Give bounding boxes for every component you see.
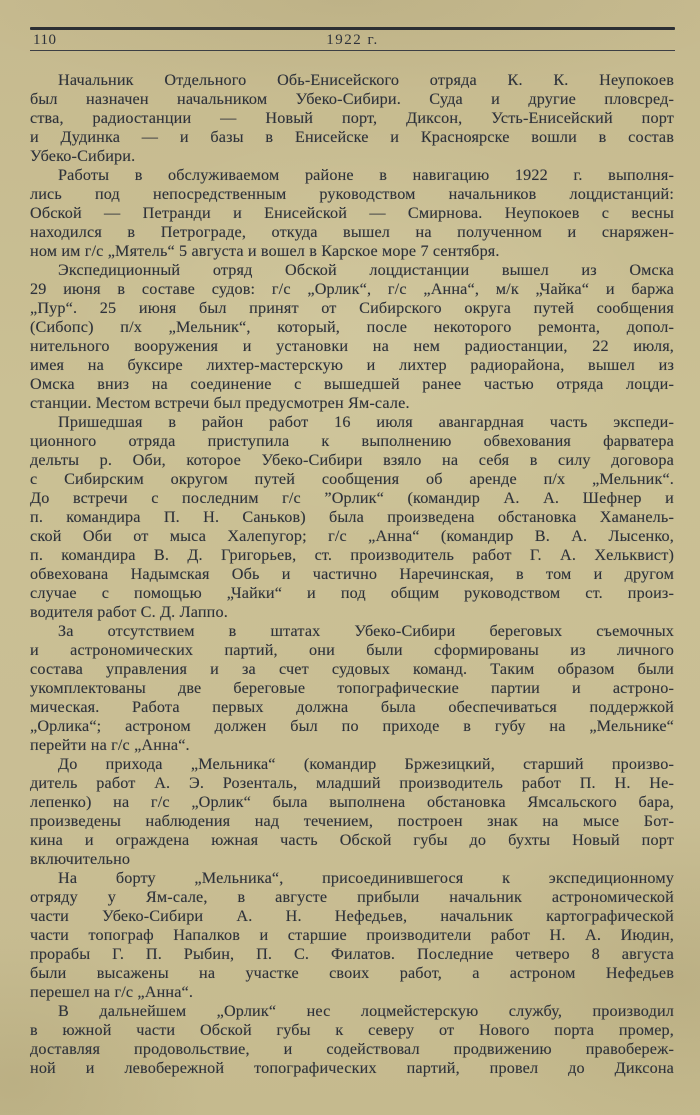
text-line: станции. Местом встречи был предусмотрен Ям-сале. [30, 394, 410, 412]
text-line: включительно [30, 850, 131, 868]
text-line: доставляя продовольствие, и содействовал продвижению правобереж- [30, 1040, 674, 1058]
text-line: „Пур“. 25 июня был принят от Сибирского округа путей сообщения [30, 299, 674, 317]
text-line: находился в Петрограде, откуда вышел на полученном и снаряжен- [30, 223, 674, 241]
text-line: с Сибирским округом путей сообщения об аренде п/х „Мельник“. [30, 470, 674, 488]
text-line: и астрономических партий, они были сформированы из личного [30, 641, 674, 659]
header-rule-thin [30, 50, 675, 51]
text-line: кина и ограждена южная часть Обской губы до бухты Новый порт [30, 831, 674, 849]
text-line: (Сибопс) п/х „Мельник“, который, после некоторого ремонта, допол- [30, 318, 674, 336]
header-rule-thick [30, 27, 675, 30]
text-line: перейти на г/с „Анна“. [30, 736, 190, 754]
text-line: лись под непосредственным руководством начальников лоцдистанций: [30, 185, 674, 203]
page-number: 110 [33, 32, 57, 48]
text-line: и Дудинка — и базы в Енисейске и Красноярске вошли в состав [30, 128, 674, 146]
text-line: был назначен начальником Убеко-Сибири. Суда и другие пловсред- [30, 90, 674, 108]
text-line: ства, радиостанции — Новый порт, Диксон, Усть-Енисейский порт [30, 109, 674, 127]
text-line: п. командира П. Н. Саньков) была произведена обстановка Хаманель- [30, 508, 674, 526]
text-line: „Орлика“; астроном должен был по приходе в губу на „Мельнике“ [30, 717, 674, 735]
text-line: перешел на г/с „Анна“. [30, 983, 194, 1001]
text-line: имея на буксире лихтер-мастерскую и лихтер радиорайона, вышел из [30, 356, 674, 374]
text-line: Убеко-Сибири. [30, 147, 136, 165]
text-line: ном им г/с „Мятель“ 5 августа и вошел в Карское море 7 сентября. [30, 242, 500, 260]
text-line: п. командира В. Д. Григорьев, ст. производитель работ Г. А. Хельквист) [30, 546, 674, 564]
text-line: прорабы Г. П. Рыбин, П. С. Филатов. Последние четверо 8 августа [30, 945, 674, 963]
text-line: случае с помощью „Чайки“ и под общим руководством ст. произ- [30, 584, 674, 602]
text-line: части топограф Напалков и старшие производители работ Н. А. Июдин, [30, 926, 674, 944]
text-line: водителя работ С. Д. Лаппо. [30, 603, 228, 621]
text-line: До прихода „Мельника“ (командир Бржезицкий, старший произво- [58, 755, 674, 773]
text-line: Пришедшая в район работ 16 июля авангардная часть экспеди- [58, 413, 674, 431]
text-line: дитель работ А. Э. Розенталь, младший производитель работ П. Н. Не- [30, 774, 674, 792]
text-line: лепенко) на г/с „Орлик“ была выполнена обстановка Ямсальского бара, [30, 793, 674, 811]
text-line: На борту „Мельника“, присоединившегося к экспедиционному [58, 869, 674, 887]
text-line: в южной части Обской губы к северу от Нового порта промер, [30, 1021, 674, 1039]
running-title: 1922 г. [326, 32, 379, 48]
text-line: мическая. Работа первых должна была обеспечиваться поддержкой [30, 698, 674, 716]
text-line: За отсутствием в штатах Убеко-Сибири береговых съемочных [58, 622, 674, 640]
text-line: ской Оби от мыса Халепугор; г/с „Анна“ (командир В. А. Лысенко, [30, 527, 674, 545]
text-line: Экспедиционный отряд Обской лоцдистанции вышел из Омска [58, 261, 674, 279]
text-line: отряду у Ям-сале, в августе прибыли начальник астрономической [30, 888, 674, 906]
text-line: части Убеко-Сибири А. Н. Нефедьев, начальник картографической [30, 907, 674, 925]
text-line: Омска вниз на соединение с вышедшей ранее частью отряда лоцди- [30, 375, 674, 393]
text-line: Обской — Петранди и Енисейской — Смирнова. Неупокоев с весны [30, 204, 674, 222]
running-head [30, 0, 675, 60]
text-line: произведены наблюдения над течением, построен знак на мысе Бот- [30, 812, 674, 830]
text-line: укомплектованы две береговые топографические партии и астроно- [30, 679, 674, 697]
text-line: ной и левобережной топографических партий, провел до Диксона [30, 1059, 674, 1077]
text-line: Работы в обслуживаемом районе в навигацию 1922 г. выполня- [58, 166, 674, 184]
text-line: В дальнейшем „Орлик“ нес лоцмейстерскую службу, производил [58, 1002, 674, 1020]
text-line: дельты р. Оби, которое Убеко-Сибири взяло на себя в силу договора [30, 451, 674, 469]
text-line: ционного отряда приступила к выполнению обвехования фарватера [30, 432, 674, 450]
text-line: были высажены на участке своих работ, а астроном Нефедьев [30, 964, 674, 982]
text-line: нительного вооружения и установки на нем радиостанции, 22 июля, [30, 337, 674, 355]
text-line: обвехована Надымская Обь и частично Наречинская, в том и другом [30, 565, 674, 583]
text-line: 29 июня в составе судов: г/с „Орлик“, г/с „Анна“, м/к „Чайка“ и баржа [30, 280, 674, 298]
text-line: состава управления и за счет судовых команд. Таким образом были [30, 660, 674, 678]
text-line: До встречи с последним г/с ”Орлик“ (командир А. А. Шефнер и [30, 489, 674, 507]
page-body [30, 71, 674, 1078]
text-line: Начальник Отдельного Обь-Енисейского отряда К. К. Неупокоев [58, 71, 674, 89]
